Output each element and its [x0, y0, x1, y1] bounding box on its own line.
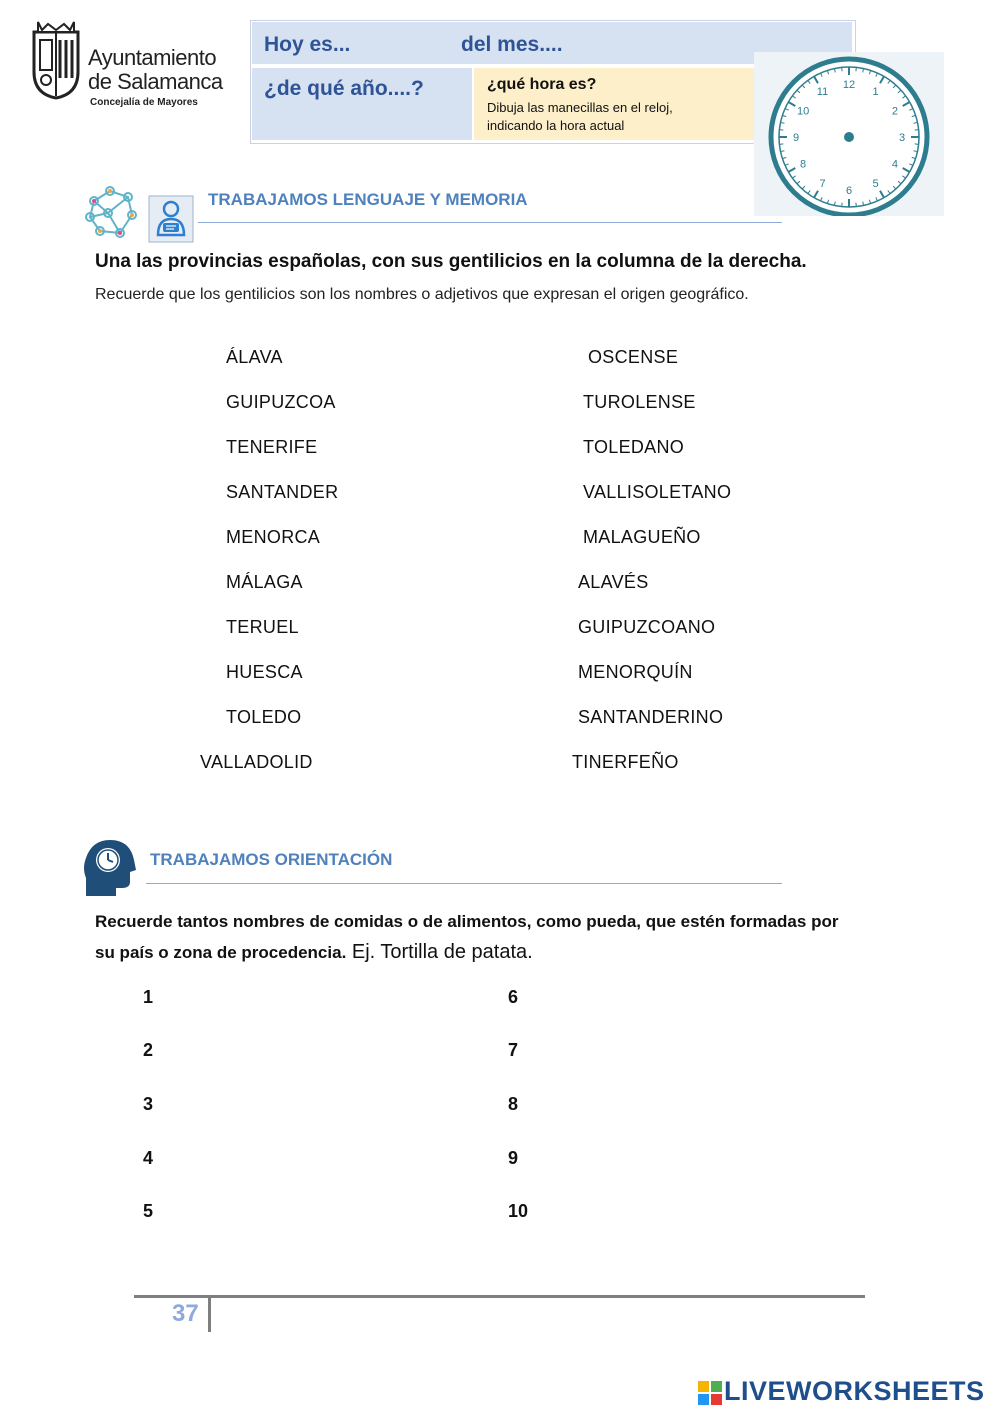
demonym-item[interactable]: TINERFEÑO	[572, 752, 679, 772]
demonym-item[interactable]: MENORQUÍN	[578, 662, 693, 682]
instruction-bold: Recuerde tantos nombres de comidas o de alimentos, como pueda, que estén formadas por su país o zona de procedencia.	[95, 912, 839, 962]
answer-number: 1	[143, 987, 154, 1007]
head-clock-icon	[82, 838, 136, 896]
clock-number: 7	[819, 177, 826, 190]
liveworksheets-logo-icon	[698, 1381, 722, 1405]
clock-number: 5	[872, 177, 879, 190]
clock-face[interactable]	[754, 52, 944, 216]
province-item[interactable]: SANTANDER	[226, 482, 339, 502]
section-divider	[198, 222, 782, 223]
clock-panel[interactable]	[754, 52, 944, 216]
org-subtitle: Concejalía de Mayores	[90, 97, 198, 108]
section-title-orientation: TRABAJAMOS ORIENTACIÓN	[150, 850, 393, 869]
clock-number: 2	[891, 105, 898, 118]
demonym-item[interactable]: OSCENSE	[588, 347, 679, 367]
section-divider	[146, 883, 782, 884]
demonym-item[interactable]: GUIPUZCOANO	[578, 617, 716, 637]
demonym-item[interactable]: TOLEDANO	[583, 437, 685, 457]
province-item[interactable]: MENORCA	[226, 527, 321, 547]
clock-number: 3	[898, 132, 906, 144]
instruction-section2	[95, 906, 855, 968]
clock-number: 4	[891, 158, 898, 171]
clock-number: 9	[792, 132, 800, 144]
province-item[interactable]: TOLEDO	[226, 707, 302, 727]
demonym-item[interactable]: MALAGUEÑO	[583, 527, 701, 547]
demonym-item[interactable]: ALAVÉS	[578, 572, 649, 592]
section-title-language: TRABAJAMOS LENGUAJE Y MEMORIA	[208, 190, 528, 209]
person-speech-icon	[148, 195, 194, 243]
instruction-text: Recuerde que los gentilicios son los nombres o adjetivos que expresan el origen geográfico.	[95, 286, 749, 303]
brain-network-icon	[82, 183, 148, 243]
clock-center-icon	[844, 132, 854, 142]
instruction-bold: Una las provincias españolas, con sus gentilicios en la columna de la derecha.	[95, 251, 807, 272]
footer-divider	[134, 1295, 865, 1298]
org-name-line1: Ayuntamiento	[88, 45, 217, 70]
clock-number: 12	[842, 79, 856, 91]
answer-number: 7	[508, 1040, 519, 1060]
answer-number: 10	[508, 1201, 529, 1221]
city-crest-icon	[28, 18, 84, 100]
demonym-item[interactable]: TUROLENSE	[583, 392, 696, 412]
instruction-example: Ej. Tortilla de patata.	[346, 941, 533, 963]
org-name	[88, 46, 223, 94]
province-item[interactable]: HUESCA	[226, 662, 303, 682]
answer-number: 3	[143, 1094, 154, 1114]
year-label[interactable]: ¿de qué año....?	[264, 77, 424, 100]
clock-number: 1	[872, 86, 879, 99]
answer-number: 2	[143, 1040, 154, 1060]
liveworksheets-brand[interactable]: LIVEWORKSHEETS	[724, 1376, 985, 1406]
answer-number: 6	[508, 987, 519, 1007]
clock-number: 11	[816, 86, 829, 99]
clock-number: 8	[800, 158, 807, 171]
time-question: ¿qué hora es?	[487, 76, 597, 93]
province-item[interactable]: TERUEL	[226, 617, 299, 637]
province-item[interactable]: VALLADOLID	[200, 752, 313, 772]
month-label[interactable]: del mes....	[461, 33, 563, 56]
time-instruction: Dibuja las manecillas en el reloj, indicando la hora actual	[487, 100, 673, 133]
answer-number: 4	[143, 1148, 154, 1168]
page-number: 37	[172, 1300, 199, 1327]
org-name-line2: de Salamanca	[88, 69, 223, 94]
demonym-item[interactable]: VALLISOLETANO	[583, 482, 732, 502]
province-item[interactable]: ÁLAVA	[226, 347, 283, 367]
province-item[interactable]: MÁLAGA	[226, 572, 303, 592]
today-label[interactable]: Hoy es...	[264, 33, 351, 56]
province-item[interactable]: GUIPUZCOA	[226, 392, 336, 412]
answer-number: 8	[508, 1094, 519, 1114]
answer-number: 5	[143, 1201, 154, 1221]
clock-number: 6	[845, 185, 853, 197]
instruction-section1	[95, 246, 855, 310]
clock-number: 10	[796, 105, 810, 118]
footer-divider-vertical	[208, 1298, 211, 1332]
demonym-item[interactable]: SANTANDERINO	[578, 707, 724, 727]
province-item[interactable]: TENERIFE	[226, 437, 318, 457]
answer-number: 9	[508, 1148, 519, 1168]
